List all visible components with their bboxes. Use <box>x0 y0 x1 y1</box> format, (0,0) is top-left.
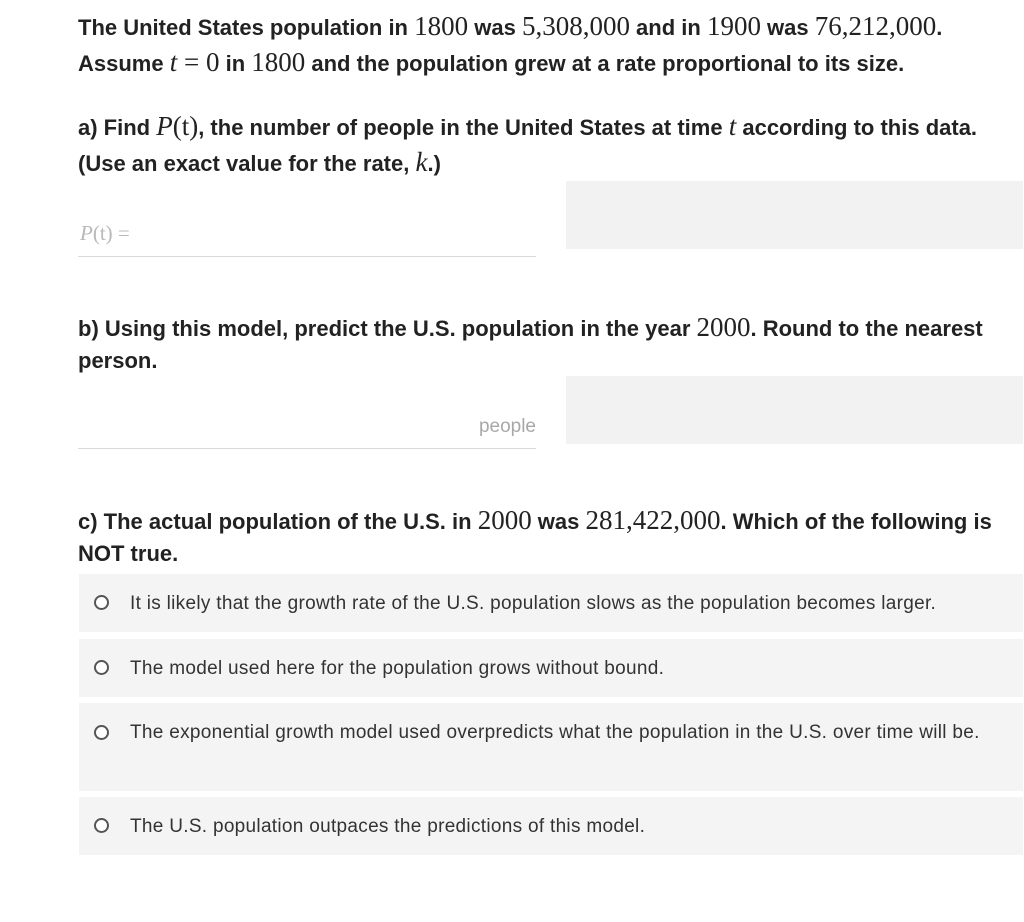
math-k-italic: k <box>415 147 428 177</box>
math-year-1800b: 1800 <box>251 47 306 77</box>
intro-text: in <box>219 51 252 76</box>
choice-option-label: It is likely that the growth rate of the U.S. population slows as the population becomes larger. <box>130 593 937 614</box>
math-pop-1900: 76,212,000 <box>814 11 937 41</box>
radio-unchecked-icon[interactable] <box>94 595 109 610</box>
radio-unchecked-icon[interactable] <box>94 660 109 675</box>
math-pop-1800: 5,308,000 <box>521 11 630 41</box>
math-p-func: P <box>156 111 173 141</box>
math-year-1900: 1900 <box>706 11 761 41</box>
part-c-text: . Which of the following is NOT true. <box>78 509 992 566</box>
choice-option-3[interactable] <box>79 703 1023 791</box>
math-p-arg: (t) <box>172 111 199 141</box>
population-2000-answer-field[interactable] <box>78 404 536 449</box>
choice-option-label: The exponential growth model used overpredicts what the population in the U.S. over time will be. <box>130 722 980 743</box>
intro-text: and in <box>629 15 707 40</box>
part-c-prompt <box>78 504 1018 570</box>
math-t-equals-zero <box>170 47 220 77</box>
choice-option-label: The model used here for the population grows without bound. <box>130 658 665 679</box>
population-2000-input[interactable] <box>80 410 384 442</box>
p-of-t-answer-field[interactable] <box>78 212 536 257</box>
p-of-t-field-label <box>80 221 130 246</box>
part-c-text: c) The actual population of the U.S. in <box>78 509 478 534</box>
math-t-italic: t <box>728 111 737 141</box>
part-b-prompt <box>78 311 1018 377</box>
question-intro <box>78 9 1018 81</box>
math-year-1800: 1800 <box>414 11 469 41</box>
intro-text: The United States population in <box>78 15 415 40</box>
part-a-text: , the number of people in the United States at time <box>198 115 729 140</box>
part-a-text: .) <box>427 151 441 176</box>
intro-text: . <box>936 15 943 40</box>
intro-text: and the population grew at a rate proportional to its size. <box>305 51 905 76</box>
choice-option-2[interactable] <box>79 639 1023 697</box>
choice-option-label: The U.S. population outpaces the predictions of this model. <box>130 816 646 837</box>
intro-text: was <box>760 15 815 40</box>
part-b-text: b) Using this model, predict the U.S. population in the year <box>78 316 697 341</box>
part-a-prompt <box>78 109 1018 181</box>
intro-text: was <box>468 15 522 40</box>
part-b-text: . Round to the nearest person. <box>78 316 983 373</box>
part-b-feedback-box <box>566 376 1023 444</box>
math-p-of-t <box>156 111 198 141</box>
radio-unchecked-icon[interactable] <box>94 818 109 833</box>
part-a-text: a) Find <box>78 115 157 140</box>
part-c-text: was <box>531 509 586 534</box>
choice-option-4[interactable] <box>79 797 1023 855</box>
intro-text: Assume <box>78 51 170 76</box>
math-k-var <box>415 147 427 177</box>
math-actual-pop: 281,422,000 <box>585 505 721 535</box>
math-eq: = 0 <box>177 47 220 77</box>
field-label-func: P <box>80 221 93 245</box>
radio-unchecked-icon[interactable] <box>94 725 109 740</box>
field-label-rest: (t) = <box>92 221 130 245</box>
math-year-2000: 2000 <box>477 505 532 535</box>
part-a-text: according to this data. (Use an exact value for the rate, <box>78 115 978 176</box>
part-a-feedback-box <box>566 181 1023 249</box>
people-suffix: people <box>478 416 536 437</box>
choice-option-1[interactable] <box>79 574 1023 632</box>
math-t-var: t <box>169 47 178 77</box>
p-of-t-input[interactable] <box>148 218 452 250</box>
math-year-2000: 2000 <box>696 312 751 342</box>
